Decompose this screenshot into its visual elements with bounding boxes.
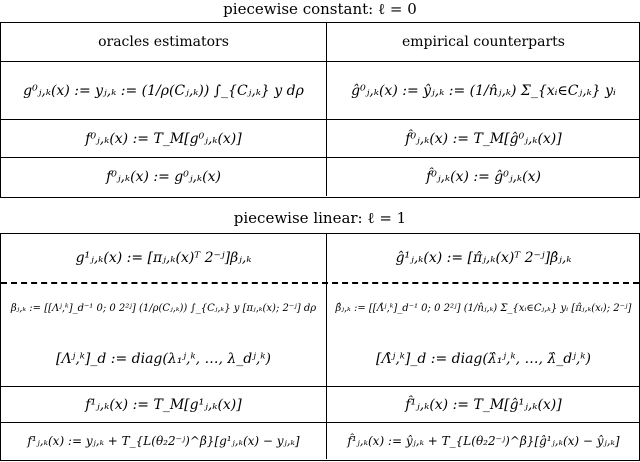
table-row xyxy=(1,119,639,158)
formula-g1-hat: ĝ¹ⱼ,ₖ(x) := [π̂ⱼ,ₖ(x)ᵀ 2⁻ʲ]β̂ⱼ,ₖ xyxy=(326,234,640,282)
section1-caption: piecewise constant: ℓ = 0 xyxy=(223,0,417,18)
formula-f1-hat-truncated: f̂¹ⱼ,ₖ(x) := T_M[ĝ¹ⱼ,ₖ(x)] xyxy=(326,387,640,423)
formula-lambda: [Λʲ,ᵏ]_d := diag(λ₁ʲ,ᵏ, …, λ_dʲ,ᵏ) xyxy=(56,351,271,368)
formula-f0-hat-truncated: f̂⁰ⱼ,ₖ(x) := T_M[ĝ⁰ⱼ,ₖ(x)] xyxy=(326,120,640,158)
formula-beta-hat-cell xyxy=(326,284,640,386)
table-row xyxy=(1,234,639,282)
formula-beta-cell xyxy=(1,284,326,386)
formula-beta: βⱼ,ₖ := [[Λʲ,ᵏ]_d⁻¹ 0; 0 2²ʲ] (1/ρ(Cⱼ,ₖ)) ∫_{Cⱼ,ₖ} y [πⱼ,ₖ(x); 2⁻ʲ] dρ xyxy=(10,302,317,314)
constant-table xyxy=(0,22,640,198)
header-oracles: oracles estimators xyxy=(98,34,229,50)
formula-g0-hat: ĝ⁰ⱼ,ₖ(x) := ŷⱼ,ₖ := (1/n̂ⱼ,ₖ) Σ_{xᵢ∈Cⱼ,ₖ} yᵢ xyxy=(326,62,640,120)
formula-f0: f⁰ⱼ,ₖ(x) := g⁰ⱼ,ₖ(x) xyxy=(106,169,221,185)
formula-f1: f¹ⱼ,ₖ(x) := yⱼ,ₖ + T_{L(θ₂2⁻ʲ)^β}[g¹ⱼ,ₖ(x) − yⱼ,ₖ] xyxy=(27,434,300,448)
section2-caption: piecewise linear: ℓ = 1 xyxy=(233,209,407,227)
table-header-row xyxy=(1,23,639,61)
formula-f1-truncated: f¹ⱼ,ₖ(x) := T_M[g¹ⱼ,ₖ(x)] xyxy=(85,397,242,413)
table-row xyxy=(1,61,639,120)
formula-g1: g¹ⱼ,ₖ(x) := [πⱼ,ₖ(x)ᵀ 2⁻ʲ]βⱼ,ₖ xyxy=(75,250,252,266)
header-empirical: empirical counterparts xyxy=(326,23,640,61)
formula-f0-hat: f̂⁰ⱼ,ₖ(x) := ĝ⁰ⱼ,ₖ(x) xyxy=(326,158,640,196)
formula-lambda-hat: [Λ̂ʲ,ᵏ]_d := diag(λ̂₁ʲ,ᵏ, …, λ̂_dʲ,ᵏ) xyxy=(376,351,591,368)
table-row xyxy=(1,282,639,386)
formula-g0: g⁰ⱼ,ₖ(x) := yⱼ,ₖ := (1/ρ(Cⱼ,ₖ)) ∫_{Cⱼ,ₖ} y dρ xyxy=(23,83,304,99)
linear-table xyxy=(0,233,640,461)
table-row xyxy=(1,386,639,423)
table-row xyxy=(1,157,639,196)
formula-beta-hat: β̂ⱼ,ₖ := [[Λ̂ʲ,ᵏ]_d⁻¹ 0; 0 2²ʲ] (1/n̂ⱼ,ₖ) Σ_{xᵢ∈Cⱼ,ₖ} yᵢ [π̂ⱼ,ₖ(xᵢ); 2⁻ʲ] xyxy=(335,302,632,314)
formula-f0-truncated: f⁰ⱼ,ₖ(x) := T_M[g⁰ⱼ,ₖ(x)] xyxy=(85,131,242,147)
table-row xyxy=(1,422,639,459)
formula-f1-hat: f̂¹ⱼ,ₖ(x) := ŷⱼ,ₖ + T_{L(θ₂2⁻ʲ)^β}[ĝ¹ⱼ,ₖ(x) − ŷⱼ,ₖ] xyxy=(326,423,640,459)
